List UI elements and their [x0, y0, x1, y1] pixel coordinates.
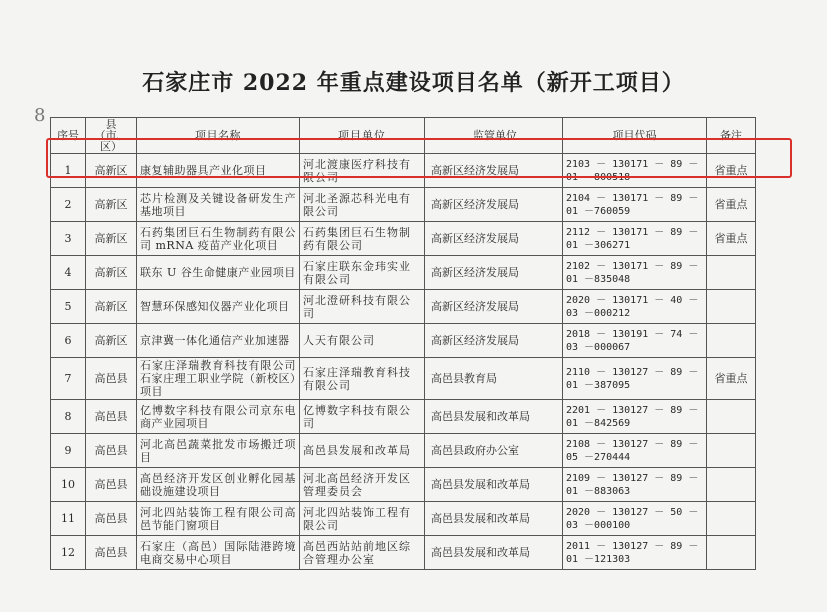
cell-project-unit: 人天有限公司	[300, 324, 425, 358]
cell-supervisor: 高新区经济发展局	[425, 324, 563, 358]
header-code: 项目代码	[563, 118, 707, 154]
header-county-top: 县	[105, 118, 117, 131]
cell-project-unit: 河北四站装饰工程有限公司	[300, 502, 425, 536]
cell-project-unit: 亿博数字科技有限公司	[300, 400, 425, 434]
table-row	[51, 434, 756, 468]
table-row	[51, 468, 756, 502]
cell-remark: 省重点	[707, 358, 756, 400]
cell-project-name: 石家庄（高邑）国际陆港跨境电商交易中心项目	[137, 536, 300, 570]
cell-project-code: 2020 － 130171 － 40 － 03 －000212	[563, 290, 707, 324]
cell-project-name: 石家庄泽瑞教育科技有限公司石家庄理工职业学院（新校区）项目	[137, 358, 300, 400]
cell-remark	[707, 434, 756, 468]
table-row	[51, 536, 756, 570]
cell-project-code: 2103 － 130171 － 89 － 01 －800518	[563, 154, 707, 188]
cell-remark	[707, 536, 756, 570]
project-table	[50, 117, 756, 570]
table-row	[51, 400, 756, 434]
cell-project-name: 亿博数字科技有限公司京东电商产业园项目	[137, 400, 300, 434]
cell-county: 高邑县	[86, 400, 137, 434]
cell-project-unit: 石家庄泽瑞教育科技有限公司	[300, 358, 425, 400]
cell-remark	[707, 502, 756, 536]
cell-no: 2	[51, 188, 86, 222]
cell-project-code: 2109 － 130127 － 89 － 01 －883063	[563, 468, 707, 502]
header-remark: 备注	[707, 118, 756, 154]
cell-supervisor: 高新区经济发展局	[425, 290, 563, 324]
cell-supervisor: 高新区经济发展局	[425, 256, 563, 290]
cell-supervisor: 高邑县发展和改革局	[425, 468, 563, 502]
table-row	[51, 502, 756, 536]
cell-no: 9	[51, 434, 86, 468]
header-county	[86, 118, 137, 154]
cell-project-unit: 河北高邑经济开发区管理委员会	[300, 468, 425, 502]
cell-remark: 省重点	[707, 222, 756, 256]
header-name: 项目名称	[137, 118, 300, 154]
cell-county: 高新区	[86, 290, 137, 324]
cell-project-name: 河北四站装饰工程有限公司高邑节能门窗项目	[137, 502, 300, 536]
cell-project-name: 河北高邑蔬菜批发市场搬迁项目	[137, 434, 300, 468]
cell-supervisor: 高新区经济发展局	[425, 188, 563, 222]
cell-project-code: 2112 － 130171 － 89 － 01 －306271	[563, 222, 707, 256]
header-no: 序号	[51, 118, 86, 154]
cell-supervisor: 高邑县教育局	[425, 358, 563, 400]
cell-project-unit: 石药集团巨石生物制药有限公司	[300, 222, 425, 256]
cell-project-name: 康复辅助器具产业化项目	[137, 154, 300, 188]
cell-county: 高新区	[86, 222, 137, 256]
document-title: 石家庄市 2022 年重点建设项目名单（新开工项目）	[142, 70, 685, 96]
header-county-sub: （市、区）	[94, 129, 128, 153]
cell-project-code: 2104 － 130171 － 89 － 01 －760059	[563, 188, 707, 222]
cell-county: 高邑县	[86, 358, 137, 400]
cell-county: 高邑县	[86, 468, 137, 502]
cell-county: 高邑县	[86, 502, 137, 536]
header-unit: 项目单位	[300, 118, 425, 154]
table-row	[51, 222, 756, 256]
cell-project-unit: 河北渡康医疗科技有限公司	[300, 154, 425, 188]
cell-supervisor: 高新区经济发展局	[425, 222, 563, 256]
cell-no: 1	[51, 154, 86, 188]
cell-no: 3	[51, 222, 86, 256]
cell-remark: 省重点	[707, 154, 756, 188]
cell-supervisor: 高邑县发展和改革局	[425, 536, 563, 570]
cell-county: 高邑县	[86, 434, 137, 468]
table-row	[51, 358, 756, 400]
cell-remark	[707, 400, 756, 434]
cell-project-unit: 高邑县发展和改革局	[300, 434, 425, 468]
cell-project-unit: 高邑西站站前地区综合管理办公室	[300, 536, 425, 570]
cell-project-name: 石药集团巨石生物制药有限公司 mRNA 疫苗产业化项目	[137, 222, 300, 256]
cell-project-code: 2201 － 130127 － 89 － 01 －842569	[563, 400, 707, 434]
table-row	[51, 324, 756, 358]
cell-supervisor: 高邑县政府办公室	[425, 434, 563, 468]
cell-county: 高新区	[86, 256, 137, 290]
table-row	[51, 154, 756, 188]
cell-county: 高邑县	[86, 536, 137, 570]
cell-supervisor: 高邑县发展和改革局	[425, 502, 563, 536]
cell-county: 高新区	[86, 324, 137, 358]
cell-no: 7	[51, 358, 86, 400]
cell-project-code: 2018 － 130191 － 74 － 03 －000067	[563, 324, 707, 358]
cell-project-code: 2110 － 130127 － 89 － 01 －387095	[563, 358, 707, 400]
cell-remark	[707, 290, 756, 324]
cell-supervisor: 高新区经济发展局	[425, 154, 563, 188]
cell-project-name: 智慧环保感知仪器产业化项目	[137, 290, 300, 324]
cell-project-name: 京津冀一体化通信产业加速器	[137, 324, 300, 358]
cell-no: 5	[51, 290, 86, 324]
cell-project-unit: 石家庄联东金玮实业有限公司	[300, 256, 425, 290]
cell-remark	[707, 324, 756, 358]
cell-project-code: 2102 － 130171 － 89 － 01 －835048	[563, 256, 707, 290]
page-side-mark: 8	[34, 105, 46, 126]
cell-county: 高新区	[86, 154, 137, 188]
table-header-row	[51, 118, 756, 154]
table-row	[51, 188, 756, 222]
cell-no: 4	[51, 256, 86, 290]
cell-project-code: 2011 － 130127 － 89 － 01 －121303	[563, 536, 707, 570]
cell-remark	[707, 256, 756, 290]
cell-no: 8	[51, 400, 86, 434]
cell-supervisor: 高邑县发展和改革局	[425, 400, 563, 434]
cell-no: 12	[51, 536, 86, 570]
cell-remark	[707, 468, 756, 502]
cell-project-name: 高邑经济开发区创业孵化园基础设施建设项目	[137, 468, 300, 502]
cell-remark: 省重点	[707, 188, 756, 222]
cell-no: 10	[51, 468, 86, 502]
cell-county: 高新区	[86, 188, 137, 222]
cell-project-code: 2020 － 130127 － 50 － 03 －000100	[563, 502, 707, 536]
cell-no: 6	[51, 324, 86, 358]
cell-no: 11	[51, 502, 86, 536]
cell-project-unit: 河北澄研科技有限公司	[300, 290, 425, 324]
cell-project-name: 芯片检测及关键设备研发生产基地项目	[137, 188, 300, 222]
table-row	[51, 256, 756, 290]
header-supervisor: 监管单位	[425, 118, 563, 154]
table-row	[51, 290, 756, 324]
cell-project-code: 2108 － 130127 － 89 － 05 －270444	[563, 434, 707, 468]
cell-project-name: 联东 U 谷生命健康产业园项目	[137, 256, 300, 290]
cell-project-unit: 河北圣源芯科光电有限公司	[300, 188, 425, 222]
